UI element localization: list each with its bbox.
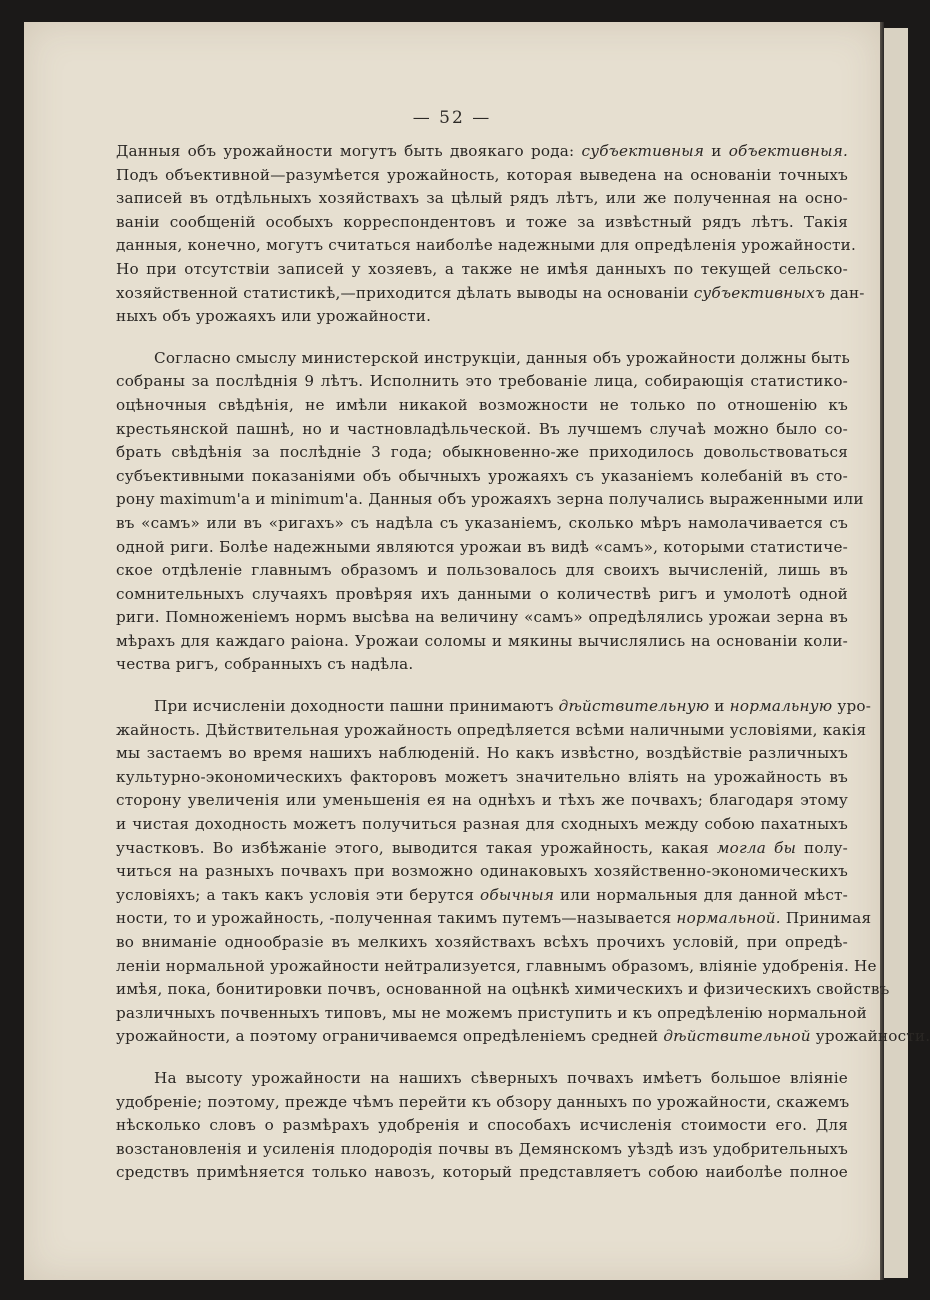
- text-line: средствъ примѣняется только навозъ, который представляетъ собою наиболѣе полное: [116, 1163, 848, 1182]
- book-page: [24, 22, 930, 1280]
- italic-term: субъективныхъ: [693, 283, 826, 302]
- paragraph: [116, 140, 865, 329]
- text-line: записей въ отдѣльныхъ хозяйствахъ за цѣлый рядъ лѣтъ, или же полученная на осно-: [116, 189, 848, 208]
- text-line: мѣрахъ для каждаго раiона. Урожаи соломы и мякины вычислялись на основанiи коли-: [116, 631, 848, 650]
- italic-term: обычныя: [480, 885, 555, 904]
- text-line: во вниманiе однообразiе въ мелкихъ хозяйствахъ всѣхъ прочихъ условiй, при опредѣ-: [116, 933, 848, 951]
- text-line: Согласно смыслу министерской инструкцiи, данныя объ урожайности должны быть: [154, 348, 850, 367]
- text-line: собраны за послѣднiя 9 лѣтъ. Исполнить это требованiе лица, собирающiя статистико-: [116, 372, 848, 391]
- text-line: рону maximum'a и minimum'a. Данныя объ урожаяхъ зерна получались выраженными или: [116, 490, 864, 509]
- italic-term: нормальную: [729, 697, 833, 716]
- text-line: участковъ. Во избѣжанiе этого, выводится такая урожайность, какая могла бы полу-: [116, 838, 849, 857]
- page-number: — 52 —: [412, 108, 492, 128]
- text-line: сторону увеличенiя или уменьшенiя ея на однѣхъ и тѣхъ же почвахъ; благодаря этому: [116, 791, 848, 810]
- italic-term: дѣйствительную: [558, 697, 710, 716]
- text-line: возстановленiя и усиленiя плодородiя почвы въ Демянскомъ уѣздѣ изъ удобрительныхъ: [116, 1139, 848, 1158]
- text-line: чества ригъ, собранныхъ съ надѣла.: [116, 655, 414, 674]
- text-line: ленiи нормальной урожайности нейтрализуется, главнымъ образомъ, влiянiе удобренiя. Не: [116, 956, 877, 975]
- text-line: ское отдѣленiе главнымъ образомъ и пользовалось для своихъ вычисленiй, лишь въ: [116, 561, 848, 580]
- text-line: культурно-экономическихъ факторовъ можетъ значительно влiять на урожайность въ: [116, 767, 848, 786]
- text-line: и чистая доходность можетъ получиться разная для сходныхъ между собою пахатныхъ: [116, 815, 848, 834]
- text-line: Но при отсутствiи записей у хозяевъ, а также не имѣя данныхъ по текущей сельско-: [116, 259, 848, 278]
- text-line: одной риги. Болѣе надежными являются урожаи въ видѣ «самъ», которыми статистиче-: [116, 537, 848, 556]
- text-line: оцѣночныя свѣдѣнiя, не имѣли никакой возможности не только по отношенiю къ: [116, 395, 848, 414]
- paragraph: [116, 1067, 848, 1185]
- text-line: ванiи сообщенiй особыхъ корреспондентовъ и тоже за извѣстный рядъ лѣтъ. Такiя: [116, 212, 848, 231]
- text-line: сомнительныхъ случаяхъ провѣряя ихъ данными о количествѣ ригъ и умолотѣ одной: [116, 584, 848, 603]
- text-line: крестьянской пашнѣ, но и частновладѣльческой. Въ лучшемъ случаѣ можно было со-: [116, 419, 848, 438]
- italic-term: нормальной.: [676, 909, 781, 928]
- text-line: данныя, конечно, могутъ считаться наиболѣе надежными для опредѣленiя урожайности.: [116, 236, 857, 255]
- italic-term: могла бы: [716, 838, 797, 857]
- italic-term: объективныя.: [728, 142, 848, 160]
- next-page-edge: [884, 28, 908, 1278]
- text-line: ности, то и урожайность, -полученная такимъ путемъ—называется нормальной. Принимая: [116, 909, 872, 928]
- italic-term: дѣйствительной: [663, 1027, 811, 1046]
- text-line: субъективными показанiями объ обычныхъ урожаяхъ съ указанiемъ колебанiй въ сто-: [116, 466, 848, 485]
- text-line: При исчисленiи доходности пашни принимаютъ дѣйствительную и нормальную уро-: [154, 697, 872, 716]
- text-line: нѣсколько словъ о размѣрахъ удобренiя и способахъ исчисленiя стоимости его. Для: [116, 1116, 848, 1135]
- text-line: жайность. Дѣйствительная урожайность опредѣляется всѣми наличными условiями, какiя: [116, 720, 867, 739]
- text-line: Данныя объ урожайности могутъ быть двоякаго рода: субъективныя и объективныя.: [116, 142, 848, 160]
- text-line: въ «самъ» или въ «ригахъ» съ надѣла съ указанiемъ, сколько мѣръ намолачивается съ: [116, 513, 848, 532]
- text-line: имѣя, пока, бонитировки почвъ, основанной на оцѣнкѣ химическихъ и физическихъ свойствъ: [116, 980, 890, 999]
- text-line: На высоту урожайности на нашихъ сѣверныхъ почвахъ имѣетъ большое влiянiе: [154, 1068, 848, 1087]
- text-line: хозяйственной статистикѣ,—приходится дѣлать выводы на основанiи субъективныхъ дан-: [116, 283, 865, 302]
- text-line: ныхъ объ урожаяхъ или урожайности.: [116, 307, 432, 326]
- text-line: условiяхъ; а такъ какъ условiя эти берутся обычныя или нормальныя для данной мѣст-: [116, 885, 848, 904]
- italic-term: субъективныя: [581, 142, 705, 160]
- text-line: читься на разныхъ почвахъ при возможно одинаковыхъ хозяйственно-экономическихъ: [116, 862, 848, 881]
- text-line: брать свѣдѣнiя за послѣднiе 3 года; обыкновенно-же приходилось довольствоваться: [116, 443, 848, 462]
- paragraph: [116, 347, 864, 677]
- text-line: удобренiе; поэтому, прежде чѣмъ перейти къ обзору данныхъ по урожайности, скажемъ: [116, 1092, 850, 1111]
- text-line: урожайности, а поэтому ограничиваемся опредѣленiемъ средней дѣйствительной урожайности.: [116, 1027, 930, 1046]
- paragraph: [116, 695, 930, 1049]
- text-line: мы застаемъ во время нашихъ наблюденiй. Но какъ извѣстно, воздѣйствiе различныхъ: [116, 744, 848, 763]
- body-text: [116, 140, 930, 1203]
- text-line: Подъ объективной—разумѣется урожайность, которая выведена на основанiи точныхъ: [116, 165, 848, 184]
- text-line: различныхъ почвенныхъ типовъ, мы не можемъ приступить и къ опредѣленiю нормальной: [116, 1003, 867, 1022]
- text-line: риги. Помноженiемъ нормъ высѣва на величину «самъ» опредѣлялись урожаи зерна въ: [116, 608, 848, 627]
